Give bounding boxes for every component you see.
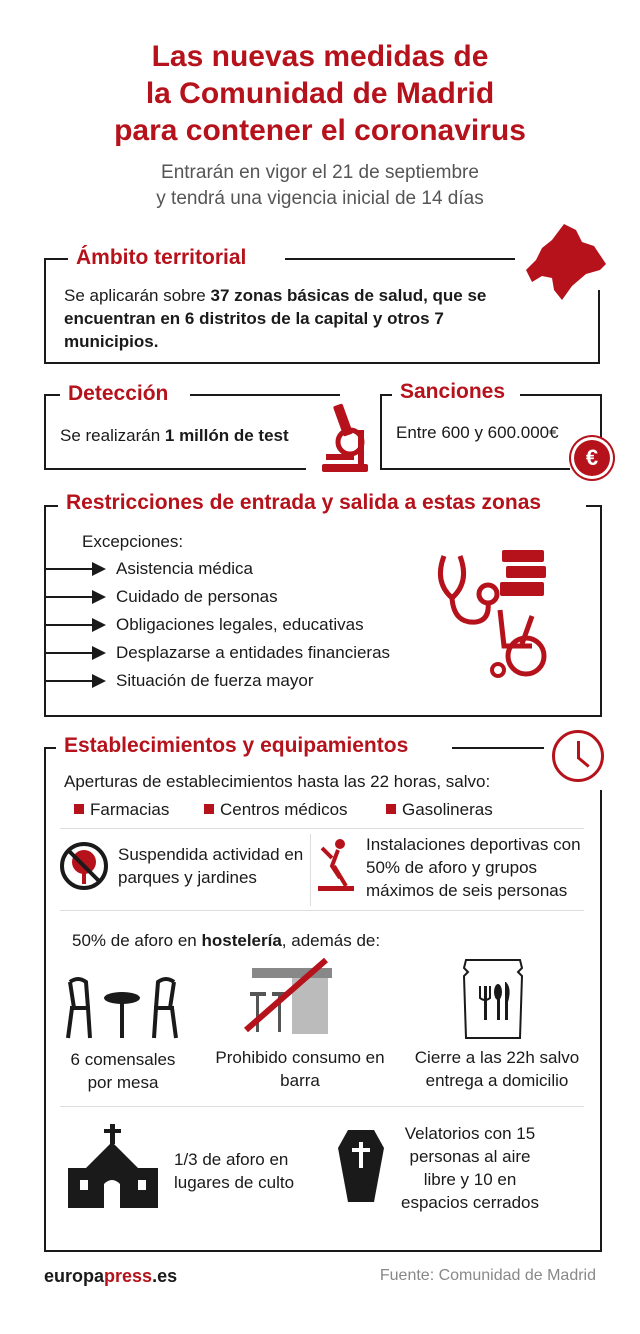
arrow-right-icon <box>46 587 110 607</box>
restricciones-right-rule <box>600 505 602 717</box>
madrid-map-icon <box>522 220 612 302</box>
restricciones-top-rule-right <box>586 505 602 507</box>
no-bar-icon <box>242 958 338 1038</box>
sanciones-right-rule <box>600 394 602 438</box>
sanciones-text: Entre 600 y 600.000€ <box>396 423 559 442</box>
divider <box>60 910 584 911</box>
restricciones-bottom-rule <box>44 715 602 717</box>
restricciones-title: Restricciones de entrada y salida a estas zonas <box>58 490 549 516</box>
barra-text: Prohibido consumo en barra <box>215 1048 385 1090</box>
cierre-text: Cierre a las 22h salvo entrega a domicilio <box>414 1048 580 1090</box>
divider <box>60 1106 584 1107</box>
title-line-3: para contener el coronavirus <box>114 114 526 147</box>
subtitle-line-2: y tendrá una vigencia inicial de 14 días <box>156 188 484 209</box>
arrow-right-icon <box>46 559 110 579</box>
sanciones-left-rule <box>380 394 382 470</box>
sanciones-top-rule-right <box>520 394 602 396</box>
title-line-1: Las nuevas medidas de <box>151 40 489 73</box>
hosteleria-text <box>72 929 380 952</box>
deteccion-text <box>60 424 340 447</box>
ambito-text <box>64 284 494 353</box>
page-title <box>0 38 640 149</box>
bullet-square-icon <box>386 804 396 814</box>
table-chairs-icon <box>66 978 178 1042</box>
subtitle <box>0 160 640 212</box>
deportivas-text: Instalaciones deportivas con 50% de aforo y grupos máximos de seis personas <box>366 835 581 900</box>
deteccion-title: Detección <box>60 381 176 407</box>
church-icon <box>66 1124 160 1210</box>
list-item-label: Asistencia médica <box>116 559 254 578</box>
hosteleria-post: , además de: <box>281 931 381 950</box>
brand-part-b: press <box>104 1266 153 1286</box>
arrow-right-icon <box>46 671 110 691</box>
divider <box>60 828 584 829</box>
title-line-2: la Comunidad de Madrid <box>145 77 495 110</box>
no-trees-icon <box>58 840 110 892</box>
list-item-label: Desplazarse a entidades financieras <box>116 643 391 662</box>
deteccion-text-pre: Se realizarán <box>60 426 165 445</box>
sanciones-top-rule-left <box>380 394 392 396</box>
culto-text: 1/3 de aforo en lugares de culto <box>174 1150 295 1192</box>
microscope-icon <box>322 400 372 476</box>
exception-label: Gasolineras <box>402 800 493 819</box>
deteccion-left-rule <box>44 394 46 470</box>
hosteleria-pre: 50% de aforo en <box>72 931 202 950</box>
sanciones-bottom-rule <box>380 468 570 470</box>
takeaway-bag-icon <box>460 958 526 1040</box>
list-item-label: Obligaciones legales, educativas <box>116 615 364 634</box>
brand-part-c: .es <box>152 1266 178 1286</box>
establecimientos-intro: Aperturas de establecimientos hasta las 22 horas, salvo: <box>64 772 491 791</box>
exception-item <box>74 798 169 821</box>
establecimientos-top-rule-right <box>452 747 544 749</box>
exception-item <box>386 798 493 821</box>
establecimientos-right-rule <box>600 790 602 1252</box>
bullet-square-icon <box>204 804 214 814</box>
exception-label: Centros médicos <box>220 800 348 819</box>
list-item-label: Situación de fuerza mayor <box>116 671 314 690</box>
arrow-right-icon <box>46 643 110 663</box>
source-text: Fuente: Comunidad de Madrid <box>379 1267 596 1284</box>
elliptical-trainer-icon <box>316 838 356 894</box>
deteccion-top-rule-right <box>190 394 340 396</box>
exception-label: Farmacias <box>90 800 170 819</box>
ambito-text-bold: 37 zonas básicas de salud, que se encuentran en 6 distritos de la capital y otros 7 municipios. <box>64 286 487 351</box>
ambito-top-rule-right <box>285 258 515 260</box>
list-item-label: Cuidado de personas <box>116 587 278 606</box>
divider-vertical <box>310 834 311 906</box>
establecimientos-bottom-rule <box>44 1250 602 1252</box>
brand-part-a: europa <box>44 1266 105 1286</box>
comensales-text: 6 comensales por mesa <box>70 1050 176 1092</box>
coffin-icon <box>336 1128 386 1204</box>
deteccion-top-rule-left <box>44 394 60 396</box>
books-icon <box>500 548 548 600</box>
clock-hand-minute <box>577 756 590 767</box>
subtitle-line-1: Entrarán en vigor el 21 de septiembre <box>161 162 479 183</box>
restricciones-intro: Excepciones: <box>82 532 184 551</box>
euro-coin-icon: € <box>574 440 610 476</box>
arrow-right-icon <box>46 615 110 635</box>
parques-text: Suspendida actividad en parques y jardines <box>118 845 304 887</box>
establecimientos-left-rule <box>44 747 46 1252</box>
deteccion-text-bold: 1 millón de test <box>164 426 289 445</box>
exception-item <box>204 798 348 821</box>
ambito-title: Ámbito territorial <box>68 245 254 271</box>
brand-logo <box>44 1266 177 1287</box>
establecimientos-title: Establecimientos y equipamientos <box>56 733 416 759</box>
bullet-square-icon <box>74 804 84 814</box>
sanciones-title: Sanciones <box>392 379 513 405</box>
wheelchair-icon <box>486 606 550 680</box>
clock-icon <box>552 730 604 782</box>
hosteleria-bold: hostelería <box>201 931 282 950</box>
ambito-text-pre: Se aplicarán sobre <box>64 286 211 305</box>
velatorios-text: Velatorios con 15 personas al aire libre y 10 en espacios cerrados <box>401 1124 539 1212</box>
deteccion-bottom-rule <box>44 468 306 470</box>
